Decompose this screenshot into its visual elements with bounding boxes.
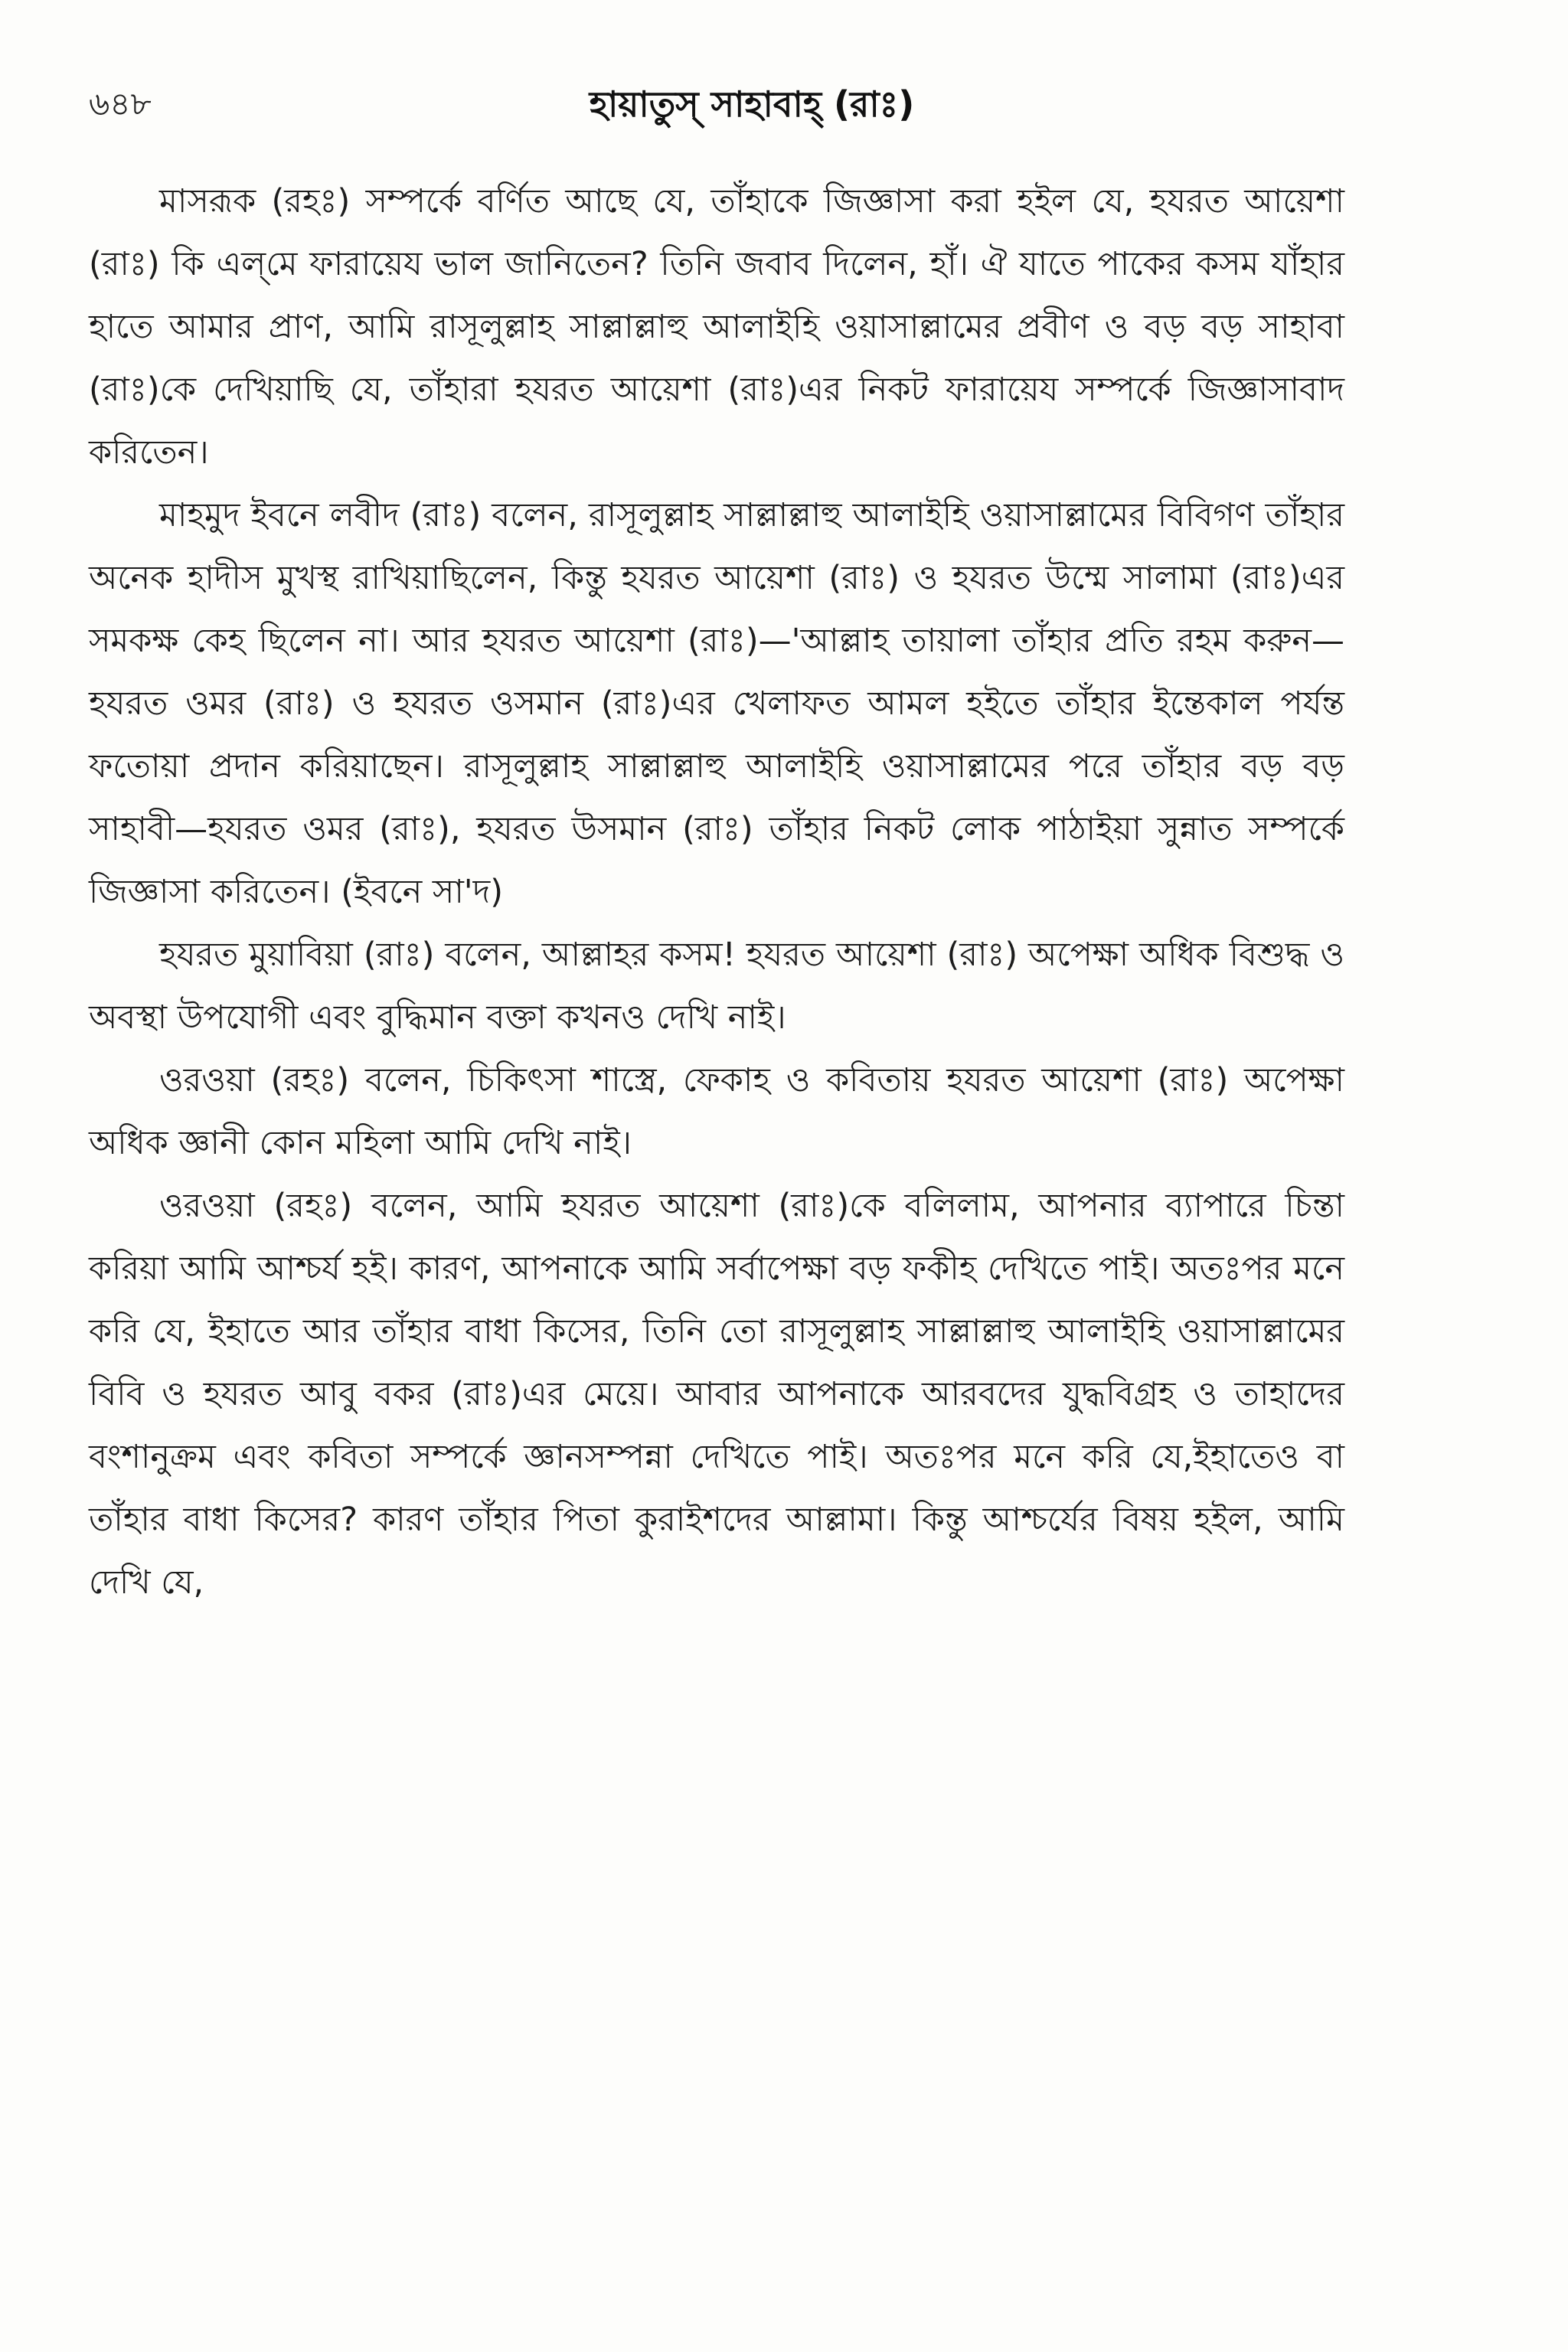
page-header bbox=[89, 74, 1415, 135]
paragraph-3: হযরত মুয়াবিয়া (রাঃ) বলেন, আল্লাহর কসম! হযরত আয়েশা (রাঃ) অপেক্ষা অধিক বিশুদ্ধ ও অবস্থা উপযোগী এবং বুদ্ধিমান বক্তা কখনও দেখি নাই। bbox=[89, 936, 1344, 1037]
paragraph-2: মাহমুদ ইবনে লবীদ (রাঃ) বলেন, রাসূলুল্লাহ সাল্লাল্লাহু আলাইহি ওয়াসাল্লামের বিবিগণ তাঁহার অনেক হাদীস মুখস্থ রাখিয়াছিলেন, কিন্তু হযরত আয়েশা (রাঃ) ও হযরত উম্মে সালামা (রাঃ)এর সমকক্ষ কেহ ছিলেন না। আর হযরত আয়েশা (রাঃ)—'আল্লাহ তায়ালা তাঁহার প্রতি রহম করুন—হযরত ওমর (রাঃ) ও হযরত ওসমান (রাঃ)এর খেলাফত আমল হইতে তাঁহার ইন্তেকাল পর্যন্ত ফতোয়া প্রদান করিয়াছেন। রাসূলুল্লাহ সাল্লাল্লাহু আলাইহি ওয়াসাল্লামের পরে তাঁহার বড় বড় সাহাবী—হযরত ওমর (রাঃ), হযরত উসমান (রাঃ) তাঁহার নিকট লোক পাঠাইয়া সুন্নাত সম্পর্কে জিজ্ঞাসা করিতেন। (ইবনে সা'দ) bbox=[89, 496, 1344, 911]
paragraph-4: ওরওয়া (রহঃ) বলেন, চিকিৎসা শাস্ত্রে, ফেকাহ ও কবিতায় হযরত আয়েশা (রাঃ) অপেক্ষা অধিক জ্ঞানী কোন মহিলা আমি দেখি নাই। bbox=[89, 1061, 1344, 1162]
paragraph-5: ওরওয়া (রহঃ) বলেন, আমি হযরত আয়েশা (রাঃ)কে বলিলাম, আপনার ব্যাপারে চিন্তা করিয়া আমি আশ্চর্য হই। কারণ, আপনাকে আমি সর্বাপেক্ষা বড় ফকীহ দেখিতে পাই। অতঃপর মনে করি যে, ইহাতে আর তাঁহার বাধা কিসের, তিনি তো রাসূলুল্লাহ সাল্লাল্লাহু আলাইহি ওয়াসাল্লামের বিবি ও হযরত আবু বকর (রাঃ)এর মেয়ে। আবার আপনাকে আরবদের যুদ্ধবিগ্রহ ও তাহাদের বংশানুক্রম এবং কবিতা সম্পর্কে জ্ঞানসম্পন্না দেখিতে পাই। অতঃপর মনে করি যে,ইহাতেও বা তাঁহার বাধা কিসের? কারণ তাঁহার পিতা কুরাইশদের আল্লামা। কিন্তু আশ্চর্যের বিষয় হইল, আমি দেখি যে, bbox=[89, 1187, 1344, 1602]
body-text bbox=[89, 170, 1344, 1614]
running-title: হায়াতুস্ সাহাবাহ্ (রাঃ) bbox=[589, 83, 915, 125]
paragraph-1: মাসরূক (রহঃ) সম্পর্কে বর্ণিত আছে যে, তাঁহাকে জিজ্ঞাসা করা হইল যে, হযরত আয়েশা (রাঃ) কি এল্‌মে ফারায়েয ভাল জানিতেন? তিনি জবাব দিলেন, হাঁ। ঐ যাতে পাকের কসম যাঁহার হাতে আমার প্রাণ, আমি রাসূলুল্লাহ সাল্লাল্লাহু আলাইহি ওয়াসাল্লামের প্রবীণ ও বড় বড় সাহাবা (রাঃ)কে দেখিয়াছি যে, তাঁহারা হযরত আয়েশা (রাঃ)এর নিকট ফারায়েয সম্পর্কে জিজ্ঞাসাবাদ করিতেন। bbox=[89, 182, 1344, 472]
page-number: ৬৪৮ bbox=[89, 85, 152, 122]
